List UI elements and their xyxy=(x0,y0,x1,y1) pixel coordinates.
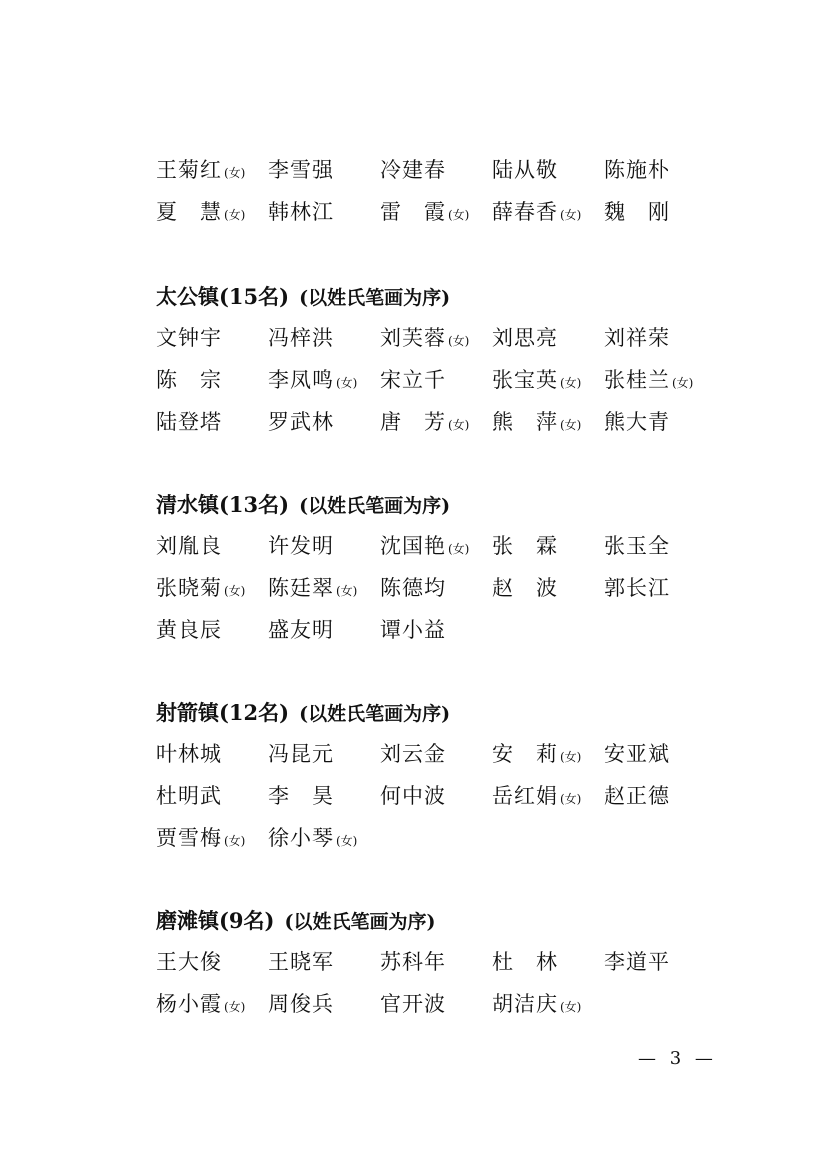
name-cell: 胡洁庆 (女) xyxy=(492,991,582,1016)
name-cell: 薛春香 (女) xyxy=(492,199,582,224)
name-cell: 何中波 xyxy=(380,783,446,808)
name-cell: 叶林城 xyxy=(156,741,222,766)
town-count: (13名) xyxy=(219,492,290,517)
section-qingshui xyxy=(156,484,716,652)
page-number: — 3 — xyxy=(638,1048,717,1069)
name-row xyxy=(156,610,716,652)
name-row xyxy=(156,942,716,984)
name-cell: 张玉全 xyxy=(604,533,670,558)
section-heading xyxy=(156,692,716,734)
name-cell: 许发明 xyxy=(268,533,334,558)
name-cell: 李雪强 xyxy=(268,157,334,182)
order-note: (以姓氏笔画为序) xyxy=(299,703,451,725)
name-cell: 张宝英 (女) xyxy=(492,367,582,392)
name-row xyxy=(156,526,716,568)
name-cell: 陈德均 xyxy=(380,575,446,600)
name-cell: 张 霖 xyxy=(492,533,558,558)
name-cell: 冯昆元 xyxy=(268,741,334,766)
name-row xyxy=(156,150,716,192)
name-cell: 熊大青 xyxy=(604,409,670,434)
section-taigong xyxy=(156,276,716,444)
name-cell: 熊 萍 (女) xyxy=(492,409,582,434)
name-cell: 刘祥荣 xyxy=(604,325,670,350)
name-cell: 刘芙蓉 (女) xyxy=(380,325,470,350)
section-shejian xyxy=(156,692,716,860)
name-cell: 王晓军 xyxy=(268,949,334,974)
name-row xyxy=(156,818,716,860)
name-cell: 李 昊 xyxy=(268,783,334,808)
name-cell: 冷建春 xyxy=(380,157,446,182)
name-cell: 韩林江 xyxy=(268,199,334,224)
town-name: 太公镇 xyxy=(156,284,219,309)
name-cell: 谭小益 xyxy=(380,617,446,642)
name-cell: 王菊红 (女) xyxy=(156,157,246,182)
name-cell: 雷 霞 (女) xyxy=(380,199,470,224)
name-cell: 安 莉 (女) xyxy=(492,741,582,766)
name-row xyxy=(156,734,716,776)
section-motan xyxy=(156,900,716,1026)
name-row xyxy=(156,568,716,610)
name-cell: 苏科年 xyxy=(380,949,446,974)
name-cell: 盛友明 xyxy=(268,617,334,642)
name-row xyxy=(156,402,716,444)
name-cell: 陈 宗 xyxy=(156,367,222,392)
name-cell: 赵 波 xyxy=(492,575,558,600)
town-count: (15名) xyxy=(219,284,290,309)
name-cell: 王大俊 xyxy=(156,949,222,974)
name-cell: 陈廷翠 (女) xyxy=(268,575,358,600)
name-row xyxy=(156,984,716,1026)
name-cell: 刘胤良 xyxy=(156,533,222,558)
name-row xyxy=(156,192,716,234)
section-heading xyxy=(156,276,716,318)
town-name: 清水镇 xyxy=(156,492,219,517)
name-cell: 文钟宇 xyxy=(156,325,222,350)
order-note: (以姓氏笔画为序) xyxy=(299,495,451,517)
name-cell: 杜明武 xyxy=(156,783,222,808)
section-heading xyxy=(156,484,716,526)
name-cell: 赵正德 xyxy=(604,783,670,808)
order-note: (以姓氏笔画为序) xyxy=(284,911,436,933)
name-row xyxy=(156,318,716,360)
name-cell: 刘思亮 xyxy=(492,325,558,350)
name-cell: 唐 芳 (女) xyxy=(380,409,470,434)
name-cell: 贾雪梅 (女) xyxy=(156,825,246,850)
name-row xyxy=(156,360,716,402)
town-name: 射箭镇 xyxy=(156,700,219,725)
name-cell: 冯梓洪 xyxy=(268,325,334,350)
name-cell: 李道平 xyxy=(604,949,670,974)
name-cell: 黄良辰 xyxy=(156,617,222,642)
name-cell: 安亚斌 xyxy=(604,741,670,766)
name-cell: 沈国艳 (女) xyxy=(380,533,470,558)
name-cell: 张桂兰 (女) xyxy=(604,367,694,392)
name-cell: 宋立千 xyxy=(380,367,446,392)
name-row xyxy=(156,776,716,818)
name-cell: 岳红娟 (女) xyxy=(492,783,582,808)
name-cell: 罗武林 xyxy=(268,409,334,434)
town-name: 磨滩镇 xyxy=(156,908,219,933)
section-heading xyxy=(156,900,716,942)
name-cell: 郭长江 xyxy=(604,575,670,600)
name-cell: 李凤鸣 (女) xyxy=(268,367,358,392)
name-cell: 徐小琴 (女) xyxy=(268,825,358,850)
order-note: (以姓氏笔画为序) xyxy=(299,287,451,309)
name-cell: 杨小霞 (女) xyxy=(156,991,246,1016)
name-cell: 周俊兵 xyxy=(268,991,334,1016)
name-cell: 张晓菊 (女) xyxy=(156,575,246,600)
name-cell: 官开波 xyxy=(380,991,446,1016)
intro-name-list xyxy=(156,150,716,234)
town-count: (12名) xyxy=(219,700,290,725)
name-cell: 夏 慧 (女) xyxy=(156,199,246,224)
name-cell: 陆从敬 xyxy=(492,157,558,182)
name-cell: 陈施朴 xyxy=(604,157,670,182)
name-cell: 杜 林 xyxy=(492,949,558,974)
town-count: (9名) xyxy=(219,908,275,933)
name-cell: 刘云金 xyxy=(380,741,446,766)
name-cell: 陆登塔 xyxy=(156,409,222,434)
name-cell: 魏 刚 xyxy=(604,199,670,224)
